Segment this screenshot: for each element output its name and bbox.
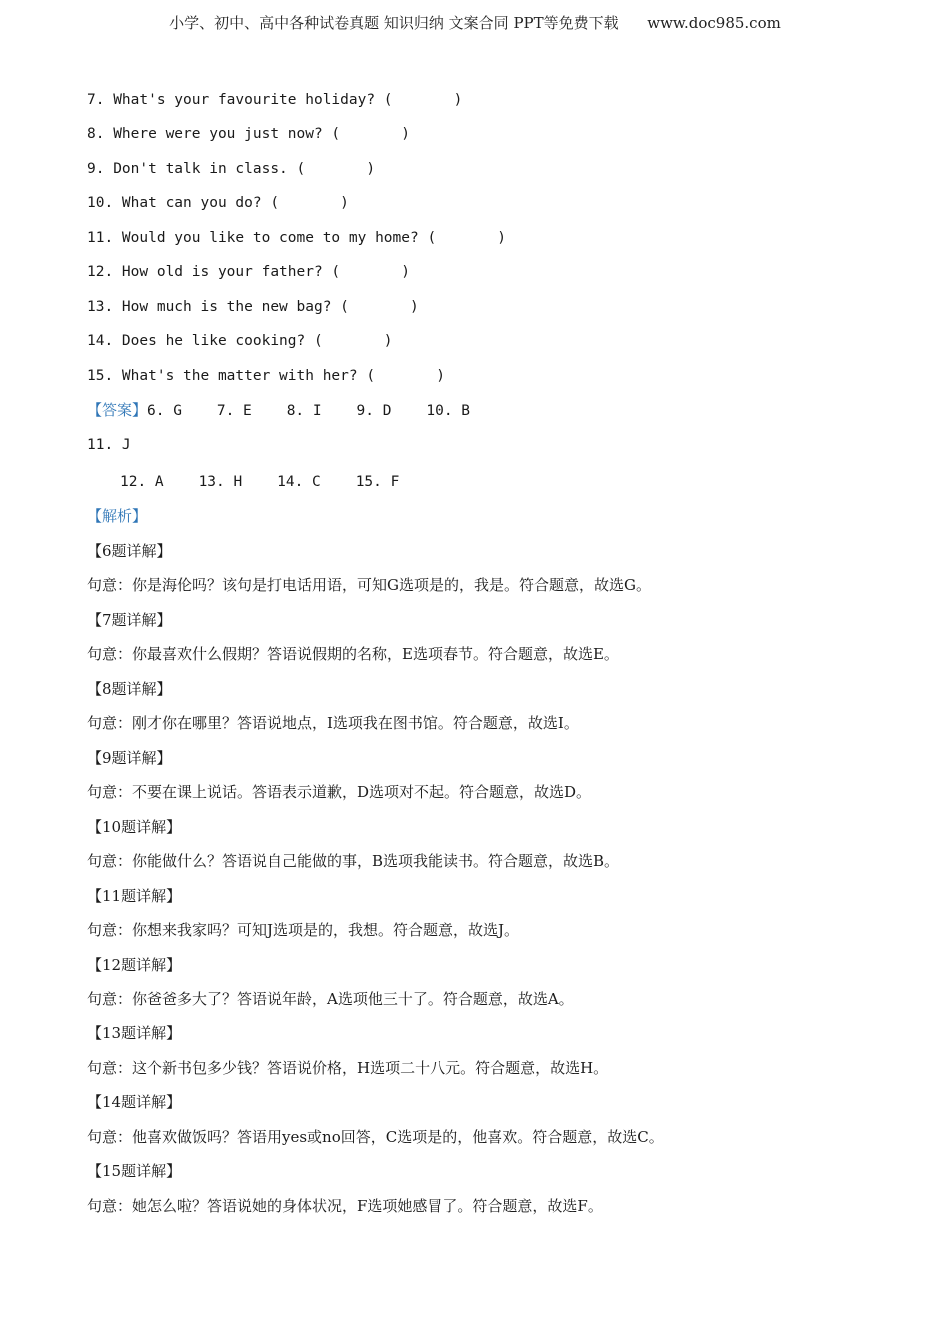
question-15: 15. What's the matter with her? ( ) <box>87 368 445 384</box>
detail-14-heading: 【14题详解】 <box>87 1093 182 1111</box>
detail-8-heading: 【8题详解】 <box>87 680 172 698</box>
answer-values-1: 6. G 7. E 8. I 9. D 10. B <box>147 403 471 419</box>
answer-line-1 <box>87 400 470 421</box>
detail-11-heading: 【11题详解】 <box>87 887 182 905</box>
detail-12-heading: 【12题详解】 <box>87 956 182 974</box>
question-14: 14. Does he like cooking? ( ) <box>87 333 393 349</box>
detail-15-text: 句意：她怎么啦？答语说她的身体状况，F选项她感冒了。符合题意，故选F。 <box>87 1197 603 1215</box>
detail-13-heading: 【13题详解】 <box>87 1024 182 1042</box>
question-10: 10. What can you do? ( ) <box>87 195 349 211</box>
detail-11-text: 句意：你想来我家吗？可知J选项是的，我想。符合题意，故选J。 <box>87 921 520 939</box>
question-7: 7. What's your favourite holiday? ( ) <box>87 92 463 108</box>
detail-12-text: 句意：你爸爸多大了？答语说年龄，A选项他三十了。符合题意，故选A。 <box>87 990 574 1008</box>
detail-7-heading: 【7题详解】 <box>87 611 172 629</box>
detail-6-heading: 【6题详解】 <box>87 542 172 560</box>
question-9: 9. Don't talk in class. ( ) <box>87 161 376 177</box>
detail-10-heading: 【10题详解】 <box>87 818 182 836</box>
detail-13-text: 句意：这个新书包多少钱？答语说价格，H选项二十八元。符合题意，故选H。 <box>87 1059 609 1077</box>
page-header: 小学、初中、高中各种试卷真题 知识归纳 文案合同 PPT等免费下载 www.doc985.com <box>169 14 781 32</box>
question-8: 8. Where were you just now? ( ) <box>87 126 411 142</box>
question-13: 13. How much is the new bag? ( ) <box>87 299 419 315</box>
question-12: 12. How old is your father? ( ) <box>87 264 411 280</box>
detail-9-heading: 【9题详解】 <box>87 749 172 767</box>
answer-line-2: 11. J <box>87 437 131 453</box>
answer-line-3: 12. A 13. H 14. C 15. F <box>120 474 400 490</box>
detail-15-heading: 【15题详解】 <box>87 1162 182 1180</box>
detail-6-text: 句意：你是海伦吗？该句是打电话用语，可知G选项是的，我是。符合题意，故选G。 <box>87 576 651 594</box>
question-11: 11. Would you like to come to my home? ( ) <box>87 230 507 246</box>
detail-14-text: 句意：他喜欢做饭吗？答语用yes或no回答，C选项是的，他喜欢。符合题意，故选C。 <box>87 1128 664 1146</box>
detail-8-text: 句意：刚才你在哪里？答语说地点，I选项我在图书馆。符合题意，故选I。 <box>87 714 579 732</box>
detail-10-text: 句意：你能做什么？答语说自己能做的事，B选项我能读书。符合题意，故选B。 <box>87 852 620 870</box>
detail-7-text: 句意：你最喜欢什么假期？答语说假期的名称，E选项春节。符合题意，故选E。 <box>87 645 619 663</box>
detail-9-text: 句意：不要在课上说话。答语表示道歉，D选项对不起。符合题意，故选D。 <box>87 783 592 801</box>
analysis-tag: 【解析】 <box>87 507 148 525</box>
answer-tag: 【答案】 <box>87 401 148 419</box>
